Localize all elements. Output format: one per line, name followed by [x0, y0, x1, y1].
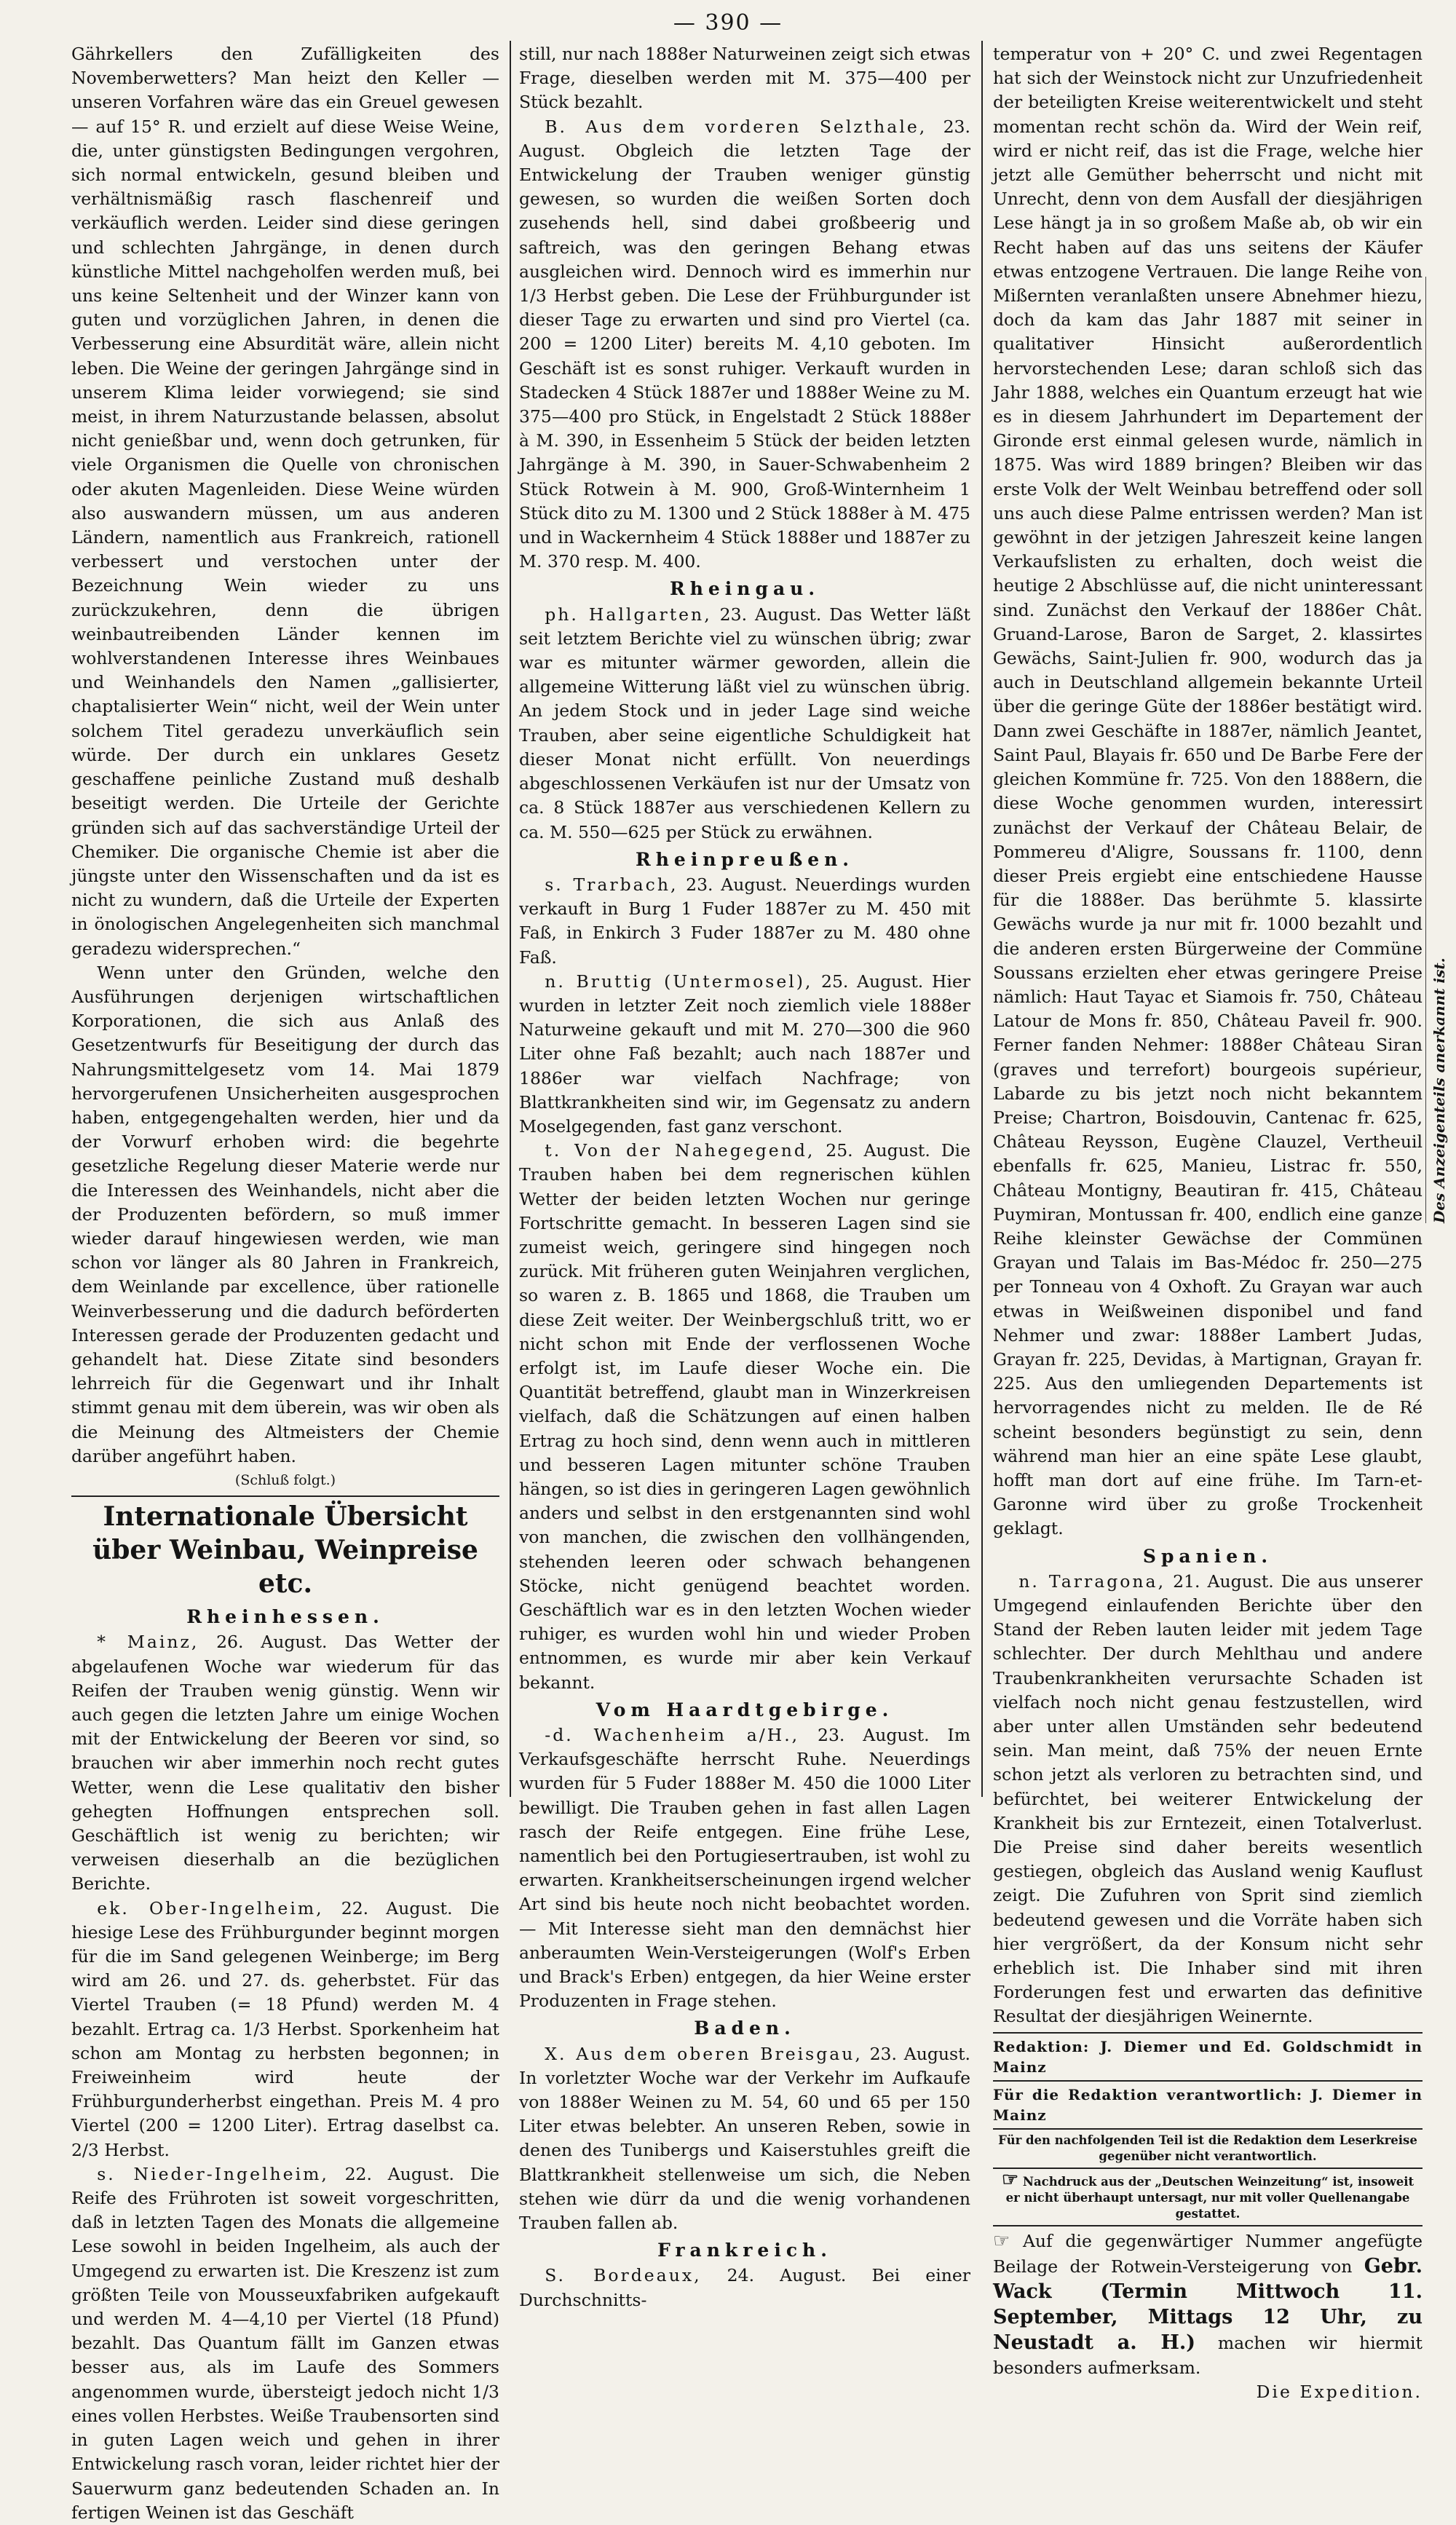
region-heading: Vom Haardtgebirge.: [596, 1699, 894, 1720]
report-breisgau: [519, 2042, 970, 2236]
auction-notice-highlight: Gebr. Wack (Termin Mittwoch 11. September, Mittags 12 Uhr, zu Neustadt a. H.): [993, 2254, 1423, 2355]
auction-notice-intro: Auf die gegenwärtiger Nummer angefügte Beilage der Rotwein-Versteigerung von: [993, 2230, 1423, 2277]
report-bruttig: [519, 970, 970, 1139]
column-rule-left: [510, 41, 511, 1797]
reprint-notice-text: Nachdruck aus der „Deutschen Weinzeitung“ ist, insoweit er nicht überhaupt untersagt, nur mit voller Quellenangabe gestattet.: [1005, 2174, 1415, 2221]
report-location: X. Aus dem oberen Breisgau,: [545, 2043, 863, 2064]
report-text: 23. August. Das Wetter läßt seit letztem Berichte viel zu wünschen übrig; zwar war es mitunter wärmer geworden, allein die allgemeine Witterung läßt viel zu wünschen übrig. An jedem Stock und in jeder Lage sind weiche Trauben, aber seine eigentliche Schuldigkeit hat dieser Monat nicht erfüllt. Von neuerdings abgeschlossenen Verkäufen ist nur der Umsatz von ca. 8 Stück 1887er aus verschiedenen Kellern zu ca. M. 550—625 per Stück zu erwähnen.: [519, 604, 970, 842]
disclaimer: Für den nachfolgenden Teil ist die Redaktion dem Leserkreise gegenüber nicht verantwortlich.: [998, 2133, 1417, 2163]
report-text: 25. August. Die Trauben haben bei dem regnerischen kühlen Wetter der beiden letzten Wochen nur geringe Fortschritte gemacht. In besseren Lagen sind sie zumeist weich, geringere sind hingegen noch zurück. Mit früheren guten Weinjahren verglichen, so waren z. B. 1865 und 1868, die Trauben um diese Zeit weiter. Der Weinbergschluß tritt, wo er nicht schon mit Ende der verflossenen Woche erfolgt ist, im Laufe dieser Woche ein. Die Quantität betreffend, glaubt man in Winzerkreisen vielfach, daß die Schätzungen auf einen halben Ertrag zu hoch sind, denn wenn auch in mittleren und besseren Lagen mitunter schöne Trauben hängen, so ist dies in geringeren Lagen gewöhnlich anders und selbst in den erstgenannten sind wohl von manchen, die zwischen den vollhängenden, stehenden leeren oder schwach behangenen Stöcke, nicht genügend beachtet worden. Geschäftlich war es in den letzten Wochen wieder ruhiger, es wurden wohl hin und wieder Proben entnommen, es wurde mir aber kein Verkauf bekannt.: [519, 1140, 970, 1693]
report-selzthal: [519, 115, 970, 574]
continued-note: (Schluß folgt.): [234, 1471, 336, 1488]
report-location: n. Tarragona,: [1018, 1570, 1166, 1592]
article-continuation: Gährkellers den Zufälligkeiten des Novemberwetters? Man heizt den Keller — unseren Vorfahren wäre das ein Greuel gewesen — auf 15° R. und erzielt auf diese Weise Weine, die, unter günstigsten Bedingungen vergohren, sich normal entwickeln, gesund bleiben und verhältnismäßig rasch flaschenreif und verkäuflich werden. Leider sind diese geringen und schlechten Jahrgänge, in denen durch künstliche Mittel nachgeholfen werden muß, bei uns keine Seltenheit und der Winzer kann von guten und vorzüglichen Jahren, in denen die Verbesserung eine Absurdität wäre, allein nicht leben. Die Weine der geringen Jahrgänge sind in unserem Klima leider vorwiegend; sie sind meist, in ihrem Naturzustande belassen, absolut nicht genießbar und, wenn doch getrunken, für viele Organismen die Quelle von chronischen oder akuten Magenleiden. Diese Weine würden also auswandern müssen, um aus anderen Ländern, namentlich aus Frankreich, rationell verbessert und verstochen unter der Bezeichnung Wein wieder zu uns zurückzukehren, denn die übrigen weinbautreibenden Länder kennen im wohlverstandenen Interesse ihres Weinbaues und Weinhandels den Namen „gallisierter, chaptalisierter Wein“ nicht, weil der Wein unter solchem Titel geradezu unverkäuflich sein würde. Der durch ein unklares Gesetz geschaffene peinliche Zustand muß deshalb beseitigt werden. Die Urteile der Gerichte gründen sich auf das sachverständige Urteil der Chemiker. Die organische Chemie ist aber die jüngste unter den Wissenschaften und da ist es nicht zu wundern, daß die Urteile der Experten in önologischen Angelegenheiten sich manchmal geradezu widersprechen.“: [71, 44, 499, 959]
report-ober-ingelheim: [71, 1897, 499, 2162]
column-2: [519, 42, 970, 2310]
region-heading: Frankreich.: [657, 2240, 832, 2261]
report-location: n. Bruttig (Untermosel),: [545, 971, 813, 992]
report-text: 26. August. Das Wetter der abgelaufenen Woche war wiederum für das Reifen der Trauben wenig günstig. Wenn wir auch gegen die letzten Jahre um einige Wochen mit der Entwickelung der Beeren vor sind, so brauchen wir aber immerhin noch recht gutes Wetter, wenn die Lese qualitativ den bisher gehegten Hoffnungen entsprechen soll. Geschäftlich ist wenig zu berichten; wir verweisen dieserhalb an die bezüglichen Berichte.: [71, 1632, 499, 1894]
report-text: 24. August. Bei einer Durchschnitts-: [519, 2265, 970, 2310]
pointing-hand-icon: ☞: [993, 2229, 1010, 2252]
expedition-signature: Die Expedition.: [1256, 2381, 1423, 2402]
report-location: ek. Ober-Ingelheim,: [97, 1897, 324, 1919]
divider: [993, 2080, 1423, 2082]
divider: [993, 2128, 1423, 2130]
pointing-hand-icon: ☞: [1001, 2168, 1019, 2191]
report-location: S. Bordeaux,: [545, 2265, 702, 2286]
article-paragraph: Wenn unter den Gründen, welche den Ausführungen derjenigen wirtschaftlichen Korporationen, die sich aus Anlaß des Gesetzentwurfs für Beseitigung der durch das Nahrungsmittelgesetz vom 14. Mai 1879 hervorgerufenen Unsicherheiten ausgesprochen haben, entgegengehalten werden, hier und da der Vorwurf erhoben wird: die begehrte gesetzliche Regelung dieser Materie werde nur die Interessen des Weinhandels, nicht aber die der Produzenten befördern, so muß immer wieder darauf hingewiesen werden, wie man schon vor länger als 80 Jahren in Frankreich, dem Weinlande par excellence, über rationelle Weinverbesserung und die dadurch beförderten Interessen gerade der Produzenten gedacht und gehandelt hat. Diese Zitate sind besonders lehrreich für die Gegenwart und ihr Inhalt stimmt genau mit dem überein, was wir oben als die Meinung des Altmeisters der Chemie darüber angeführt haben.: [71, 962, 499, 1466]
report-text: 21. August. Die aus unserer Umgegend einlaufenden Berichte über den Stand der Reben lauten leider mit jedem Tage schlechter. Der durch Mehlthau und andere Traubenkrankheiten verursachte Schaden ist vielfach noch nicht genau festzustellen, wird aber unter allen Umständen sehr bedeutend sein. Man meint, daß 75% der neuen Ernte schon jetzt als verloren zu betrachten sind, und befürchtet, bei weiterer Entwickelung der Krankheit bis zur Erntezeit, einen Totalverlust. Die Preise sind daher bereits wesentlich gestiegen, obgleich das Ausland wenig Kauflust zeigt. Die Zufuhren von Sprit sind ziemlich bedeutend gewesen und die Vorräte haben sich hier vergrößert, da der Konsum nicht sehr erheblich ist. Die Inhaber sind mit ihren Forderungen fest und erwarten das definitive Resultat der diesjährigen Weinernte.: [993, 1570, 1423, 2027]
report-text: 23. August. Obgleich die letzten Tage der Entwickelung der Trauben weniger günstig gewesen, so wurden die weißen Sorten doch zusehends hell, sind dabei großbeerig und saftreich, was den geringen Behang etwas ausgleichen wird. Dennoch wird es immerhin nur 1/3 Herbst geben. Die Lese der Frühburgunder ist dieser Tage zu erwarten und sind pro Viertel (ca. 200 = 1200 Liter) bereits M. 4,10 geboten. Im Geschäft ist es sonst ruhiger. Verkauft wurden in Stadecken 4 Stück 1887er und 1888er Weine zu M. 375—400 pro Stück, in Engelstadt 2 Stück 1888er à M. 390, in Essenheim 5 Stück der beiden letzten Jahrgänge à M. 390, in Sauer-Schwabenheim 2 Stück Rotwein à M. 900, Groß-Winternheim 1 Stück dito zu M. 1300 und 2 Stück 1888er à M. 475 und in Wackernheim 4 Stück 1888er und 1887er zu M. 370 resp. M. 400.: [519, 116, 970, 572]
column-3: [993, 42, 1423, 2402]
section-headline: Internationale Übersicht über Weinbau, Weinpreise etc.: [92, 1501, 478, 1600]
report-mainz: [71, 1630, 499, 1896]
imprint-editors-text: Redaktion: J. Diemer und Ed. Goldschmidt in Mainz: [993, 2037, 1423, 2076]
report-nahe: [519, 1139, 970, 1695]
report-continuation: temperatur von + 20° C. und zwei Regentagen hat sich der Weinstock nicht zur Unzufriedenheit der beteiligten Kreise weiterentwickelt und steht momentan recht schön da. Wird der Wein reif, wird er nicht reif, das ist die Frage, welche hier jetzt alle Gemüther beherrscht und nicht mit Unrecht, denn von dem Ausfall der diesjährigen Lese hängt ja in so großem Maße ab, ob wir ein Recht haben auf das uns seitens der Käufer etwas entzogene Vertrauen. Die lange Reihe von Mißernten veranlaßten unsere Abnehmer hiezu, doch da kam das Jahr 1887 mit seiner in qualitativer Hinsicht außerordentlich hervorstechenden Lese; daran schloß sich das Jahr 1888, welches ein Quantum erzeugt hat wie es in diesem Jahrhundert im Departement der Gironde erst einmal gelesen wurde, nämlich in 1875. Was wird 1889 bringen? Bleiben wir das erste Volk der Welt Weinbau betreffend oder soll uns auch diese Palme entrissen werden? Man ist gewöhnt in der jetzigen Jahreszeit keine langen Verkaufslisten zu erhalten, doch weist die heutige 2 Abschlüsse auf, die nicht uninteressant sind. Zunächst den Verkauf der 1886er Chât. Gruand-Larose, Baron de Sarget, 2. klassirtes Gewächs, Saint-Julien fr. 900, wodurch das ja auch in Deutschland allgemein bekannte Urteil über die geringe Güte der 1886er bestätigt wird. Dann zwei Geschäfte in 1887er, nämlich Jeantet, Saint Paul, Blayais fr. 650 und De Barbe Fere der gleichen Kommüne fr. 725. Von den 1888ern, die diese Woche genommen wurden, interessirt zunächst der Verkauf der Château Belair, de Pommereu d'Aligre, Soussans fr. 1100, denn dieser Preis ergiebt eine entschiedene Hausse für die 1888er. Das berühmte 5. klassirte Gewächs wurde ja nur mit fr. 1000 bezahlt und die anderen ersten Bürgerweine der Commüne Soussans erzielten eher etwas geringere Preise nämlich: Haut Tayac et Siamois fr. 750, Château Latour de Mons fr. 850, Château Paveil fr. 900. Ferner fanden Nehmer: 1888er Château Siran (graves und terrefort) bourgeois supérieur, Labarde zu bis jetzt noch nicht bekanntem Preise; Chartron, Boisdouvin, Cantenac fr. 625, Château Reysson, Eugène Clauzel, Vertheuil ebenfalls fr. 625, Manieu, Listrac fr. 550, Château Montigny, Beautiran fr. 415, Château Puymiran, Montussan fr. 400, endlich eine ganze Reihe kleinster Gewächse der Commünen Grayan und Talais im Bas-Médoc fr. 250—275 per Tonneau von 4 Oxhoft. Zu Grayan war auch etwas in Weißweinen disponibel und fand Nehmer und zwar: 1888er Lambert Judas, Grayan fr. 225, Devidas, à Martignan, Grayan fr. 225. Aus den umliegenden Departements ist hervorragendes nicht zu melden. Ile de Ré scheint besonders begünstigt zu sein, denn während man hier an eine späte Lese glaubt, hofft man dort auf eine frühe. Im Tarn-et-Garonne wird über zu große Trockenheit geklagt.: [993, 44, 1423, 1539]
report-text: 22. August. Die hiesige Lese des Frühburgunder beginnt morgen für die im Sand gelegenen Weinberge; im Berg wird am 26. und 27. ds. geherbstet. Für das Viertel Trauben (= 18 Pfund) werden M. 4 bezahlt. Ertrag ca. 1/3 Herbst. Sporkenheim hat schon am Montag zu herbsten begonnen; in Freiweinheim wird heute der Frühburgunderherbst eingethan. Preis M. 4 pro Viertel (200 = 1200 Liter). Ertrag daselbst ca. 2/3 Herbst.: [71, 1897, 499, 2160]
report-hallgarten: [519, 603, 970, 845]
region-heading: Rheinpreußen.: [635, 848, 855, 870]
reprint-notice: [993, 2168, 1423, 2222]
report-text: 25. August. Hier wurden in letzter Zeit noch ziemlich viele 1888er Naturweine gekauft und mit M. 270—300 die 960 Liter ohne Faß bezahlt; auch nach 1887er und 1886er war vielfach Nachfrage; von Blattkrankheiten sind wir, im Gegensatz zu andern Moselgegenden, fast ganz verschont.: [519, 971, 970, 1137]
page-number: — 390 —: [673, 10, 783, 36]
report-nieder-ingelheim: [71, 2162, 499, 2525]
divider: [71, 1495, 499, 1497]
auction-notice-outro: machen wir hiermit besonders aufmerksam.: [993, 2333, 1423, 2378]
report-location: * Mainz,: [97, 1632, 199, 1653]
report-bordeaux: [519, 2264, 970, 2312]
report-location: s. Nieder-Ingelheim,: [97, 2163, 329, 2184]
imprint-responsible-text: Für die Redaktion verantwortlich: J. Diemer in Mainz: [993, 2085, 1423, 2124]
report-text: 23. August. Neuerdings wurden verkauft in Burg 1 Fuder 1887er zu M. 450 mit Faß, in Enkirch 3 Fuder 1887er zu M. 480 ohne Faß.: [519, 874, 970, 968]
column-1: [71, 42, 499, 2523]
region-heading: Spanien.: [1142, 1545, 1273, 1567]
imprint-responsible: [993, 2085, 1423, 2125]
report-location: s. Trarbach,: [545, 874, 678, 895]
side-margin-note: Des Anzeigenteils anerkannt ist.: [1431, 957, 1448, 1223]
divider: [993, 2168, 1423, 2169]
report-trarbach: [519, 873, 970, 970]
divider: [993, 2225, 1423, 2226]
auction-notice: [993, 2229, 1423, 2380]
column-rule-right: [981, 41, 983, 1797]
region-heading: Rheinhessen.: [186, 1606, 384, 1628]
report-tarragona: [993, 1570, 1423, 2029]
report-location: t. Von der Nahegegend,: [545, 1140, 815, 1161]
region-heading: Rheingau.: [669, 578, 820, 600]
report-location: -d. Wachenheim a/H.,: [545, 1725, 800, 1746]
report-continuation: still, nur nach 1888er Naturweinen zeigt sich etwas Frage, dieselben werden mit M. 375—400 per Stück bezahlt.: [519, 44, 970, 113]
report-text: 23. August. Im Verkaufsgeschäfte herrscht Ruhe. Neuerdings wurden für 5 Fuder 1888er M. 450 die 1000 Liter bewilligt. Die Trauben gehen in fast allen Lagen rasch der Reife entgegen. Eine frühe Lese, namentlich bei den Portugiesertrauben, ist wohl zu erwarten. Krankheitserscheinungen irgend welcher Art sind bis heute noch nicht beobachtet worden. — Mit Interesse sieht man den demnächst hier anberaumten Wein-Versteigerungen (Wolf's Erben und Brack's Erben) entgegen, da hier Weine erster Produzenten in Frage stehen.: [519, 1725, 970, 2012]
region-heading: Baden.: [694, 2018, 796, 2039]
report-location: ph. Hallgarten,: [545, 604, 712, 625]
report-wachenheim: [519, 1723, 970, 2013]
report-location: B. Aus dem vorderen Selzthale,: [545, 116, 927, 137]
imprint-editors: [993, 2036, 1423, 2077]
divider: [993, 2032, 1423, 2034]
report-text: 22. August. Die Reife des Frühroten ist soweit vorgeschritten, daß in letzten Tagen des Monats die allgemeine Lese sowohl in beiden Ingelheim, als auch der Umgegend zu erwarten ist. Die Kreszenz ist zum größten Teile von Mousseuxfabriken aufgekauft und werden M. 4—4,10 per Viertel (18 Pfund) bezahlt. Das Quantum fällt im Ganzen etwas besser aus, als im Laufe des Sommers angenommen wurde, übersteigt jedoch nicht 1/3 eines vollen Herbstes. Weiße Traubensorten sind in guten Lagen weich und gehen in ihrer Entwickelung rasch voran, leider richtet hier der Sauerwurm ganz bedeutenden Schaden an. In fertigen Weinen ist das Geschäft: [71, 2163, 499, 2523]
report-text: 23. August. In vorletzter Woche war der Verkehr im Aufkaufe von 1888er Weinen zu M. 54, 60 und 65 per 150 Liter etwas belebter. An unseren Reben, sowie in denen des Tunibergs und Kaiserstuhles greift die Blattkrankheit stellenweise um sich, die Neben stehen wie dürr da und die wenig vorhandenen Trauben fallen ab.: [519, 2043, 970, 2234]
